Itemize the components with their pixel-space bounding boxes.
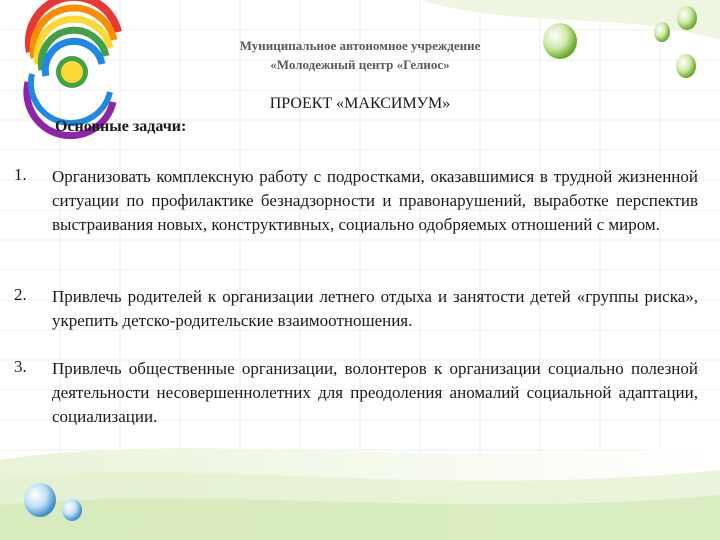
section-title: Основные задачи: — [55, 118, 187, 135]
task-text: Организовать комплексную работу с подростками, оказавшимися в трудной жизненной ситуации по профилактике безнадзорности и правонарушений, выработке перспектив выстраивания новых, конструктивных, социально одобряемых отношений с миром. — [52, 167, 698, 234]
task-number: 1. — [14, 165, 27, 184]
task-text: Привлечь общественные организации, волонтеров к организации социально полезной деятельности несовершеннолетних для преодоления аномалий социальной адаптации, социализации. — [52, 359, 698, 426]
task-number: 3. — [14, 357, 27, 376]
organization-line-2: «Молодежный центр «Гелиос» — [270, 57, 450, 72]
task-number: 2. — [14, 285, 27, 304]
task-text: Привлечь родителей к организации летнего отдыха и занятости детей «группы риска», укрепить детско-родительские взаимоотношения. — [52, 287, 698, 330]
organization-line-1: Муниципальное автономное учреждение — [239, 38, 481, 53]
project-title: ПРОЕКТ «МАКСИМУМ» — [269, 95, 451, 112]
